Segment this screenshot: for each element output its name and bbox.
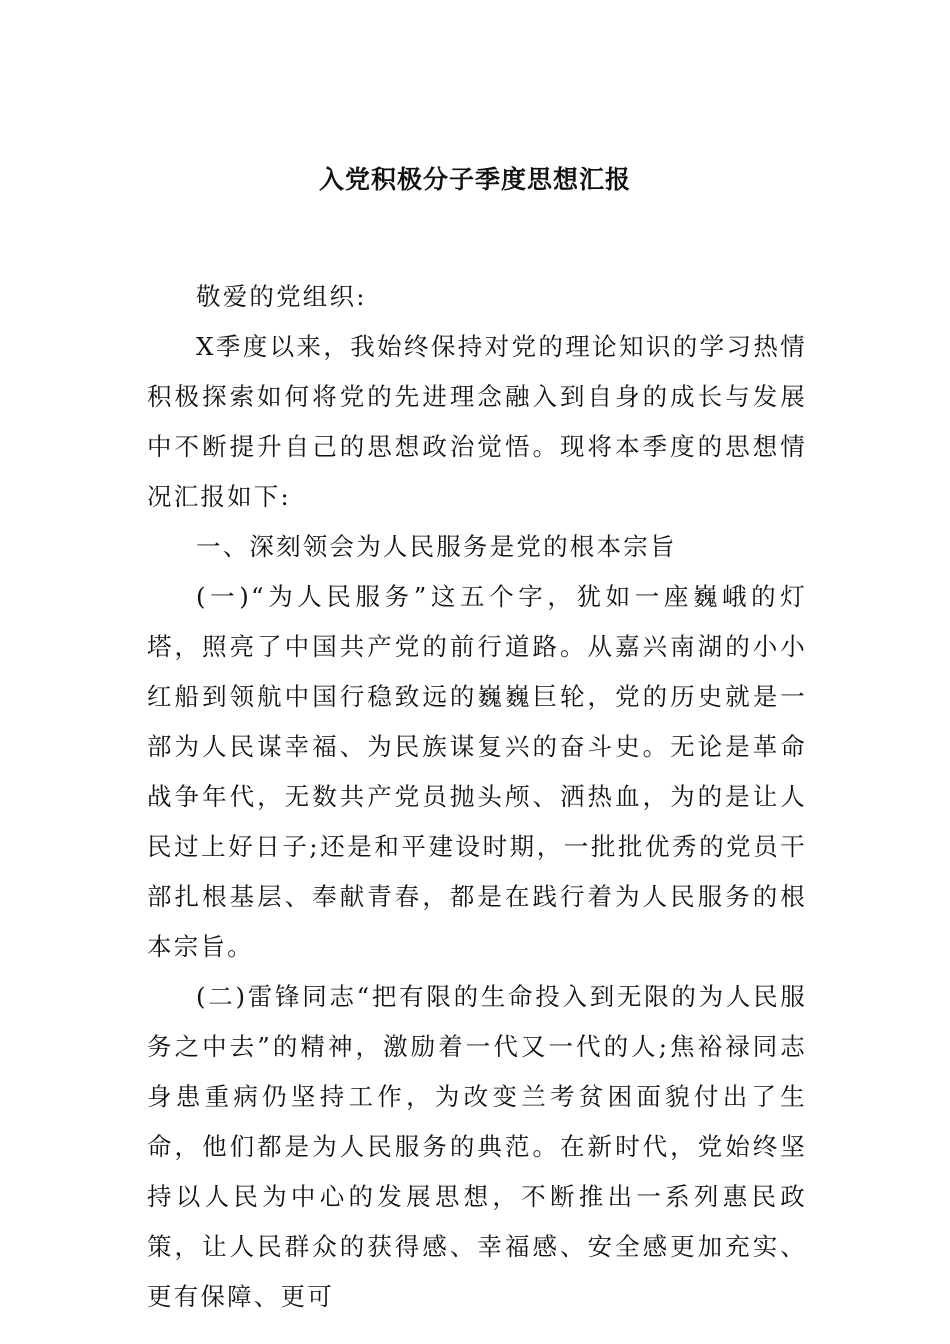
paragraph-two: (二)雷锋同志“把有限的生命投入到无限的为人民服务之中去”的精神，激励着一代又一代的人;焦裕禄同志身患重病仍坚持工作，为改变兰考贫困面貌付出了生命，他们都是为人民服务的典范。在新时代，党始终坚持以人民为中心的发展思想，不断推出一系列惠民政策，让人民群众的获得感、幸福感、安全感更加充实、更有保障、更可 [147,982,807,1311]
paragraph-one: (一)“为人民服务”这五个字，犹如一座巍峨的灯塔，照亮了中国共产党的前行道路。从嘉兴南湖的小小红船到领航中国行稳致远的巍巍巨轮，党的历史就是一部为人民谋幸福、为民族谋复兴的奋斗史。无论是革命战争年代，无数共产党员抛头颅、洒热血，为的是让人民过上好日子;还是和平建设时期，一批批优秀的党员干部扎根基层、奉献青春，都是在践行着为人民服务的根本宗旨。 [147,582,807,961]
document-title: 入党积极分子季度思想汇报 [318,165,631,194]
document-body [147,272,807,1322]
salutation: 敬爱的党组织: [196,282,367,311]
section-heading: 一、深刻领会为人民服务是党的根本宗旨 [196,532,677,561]
paragraph-intro: X季度以来，我始终保持对党的理论知识的学习热情积极探索如何将党的先进理念融入到自身的成长与发展中不断提升自己的思想政治觉悟。现将本季度的思想情况汇报如下: [147,332,807,511]
